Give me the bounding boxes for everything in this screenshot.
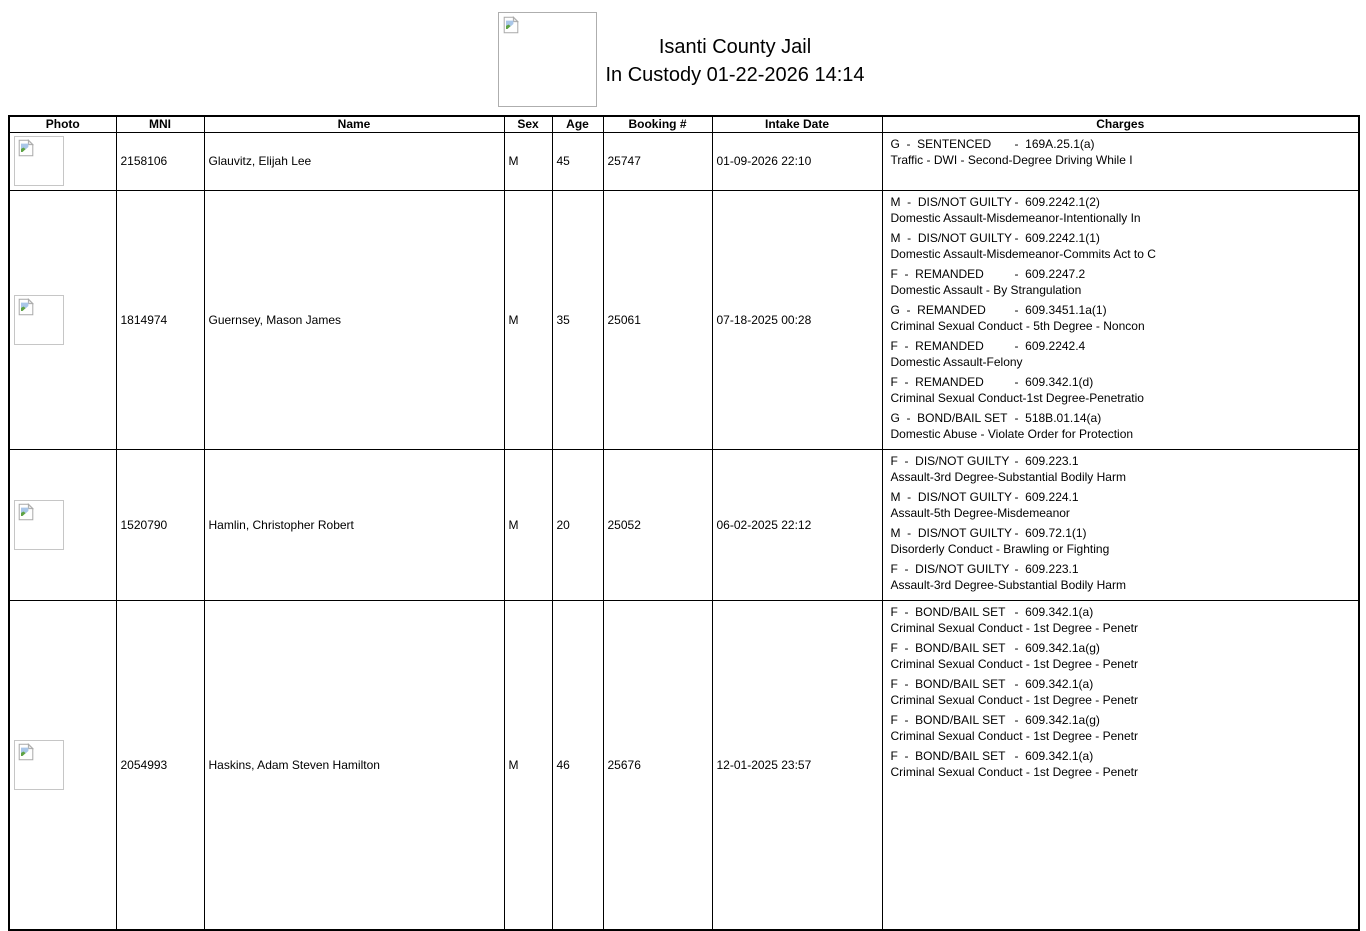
charge-item (891, 230, 1351, 262)
inmate-photo-placeholder (14, 740, 64, 790)
charge-description: Assault-3rd Degree-Substantial Bodily Harm (890, 469, 1126, 484)
charge-statute: - 609.342.1(a) (1014, 748, 1094, 763)
inmate-row (9, 600, 1359, 930)
charge-severity-status: F - REMANDED (890, 374, 984, 389)
charge-description: Domestic Assault-Felony (890, 354, 1023, 369)
charges-cell (882, 190, 1359, 449)
inmate-sex: M (504, 600, 552, 930)
charge-severity-status: G - SENTENCED (890, 136, 992, 151)
charge-severity-status: G - REMANDED (890, 302, 986, 317)
column-header-age: Age (552, 116, 603, 132)
charge-severity-status: F - DIS/NOT GUILTY (890, 453, 1010, 468)
charge-description: Traffic - DWI - Second-Degree Driving While I (890, 152, 1133, 167)
inmate-row (9, 449, 1359, 600)
charge-statute: - 609.342.1a(g) (1014, 640, 1100, 655)
column-header-intake-date: Intake Date (712, 116, 882, 132)
charge-item (891, 302, 1351, 334)
inmate-photo-cell (9, 132, 116, 190)
charge-description: Assault-5th Degree-Misdemeanor (890, 505, 1070, 520)
charge-description: Criminal Sexual Conduct - 1st Degree - Penetr (890, 764, 1138, 779)
inmate-mni: 1814974 (116, 190, 204, 449)
report-title-block (605, 33, 864, 89)
intake-date: 06-02-2025 22:12 (712, 449, 882, 600)
charge-statute: - 518B.01.14(a) (1014, 410, 1102, 425)
table-header-row (9, 116, 1359, 132)
agency-logo-placeholder (498, 12, 597, 107)
report-title: Isanti County Jail (658, 36, 812, 58)
broken-image-icon (17, 503, 35, 521)
charge-statute: - 609.3451.1a(1) (1014, 302, 1107, 317)
charge-statute: - 609.342.1a(g) (1014, 712, 1100, 727)
charge-statute: - 609.342.1(d) (1014, 374, 1094, 389)
inmate-row (9, 132, 1359, 190)
inmate-sex: M (504, 132, 552, 190)
charge-description: Domestic Assault-Misdemeanor-Intentionally In (890, 210, 1141, 225)
charge-item (891, 604, 1351, 636)
charge-severity-status: F - BOND/BAIL SET (890, 640, 1006, 655)
booking-number: 25676 (603, 600, 712, 930)
charge-item (891, 676, 1351, 708)
inmate-sex: M (504, 449, 552, 600)
booking-number: 25061 (603, 190, 712, 449)
charge-description: Criminal Sexual Conduct-1st Degree-Penetratio (890, 390, 1144, 405)
broken-image-icon (17, 139, 35, 157)
intake-date: 07-18-2025 00:28 (712, 190, 882, 449)
charge-item (891, 640, 1351, 672)
charge-severity-status: F - BOND/BAIL SET (890, 676, 1006, 691)
inmate-sex: M (504, 190, 552, 449)
inmate-age: 45 (552, 132, 603, 190)
column-header-charges: Charges (882, 116, 1359, 132)
charge-statute: - 169A.25.1(a) (1014, 136, 1095, 151)
in-custody-table (8, 115, 1360, 931)
charge-item (891, 525, 1351, 557)
inmate-photo-placeholder (14, 295, 64, 345)
charge-item (891, 489, 1351, 521)
intake-date: 12-01-2025 23:57 (712, 600, 882, 930)
report-header (0, 0, 1366, 115)
inmate-name: Glauvitz, Elijah Lee (204, 132, 504, 190)
charge-item (891, 453, 1351, 485)
inmate-mni: 1520790 (116, 449, 204, 600)
charge-statute: - 609.72.1(1) (1014, 525, 1087, 540)
charge-statute: - 609.2242.1(1) (1014, 230, 1100, 245)
inmate-photo-placeholder (14, 500, 64, 550)
charge-severity-status: G - BOND/BAIL SET (890, 410, 1008, 425)
charges-cell (882, 132, 1359, 190)
charge-statute: - 609.342.1(a) (1014, 604, 1094, 619)
charge-severity-status: F - REMANDED (890, 266, 984, 281)
broken-image-icon (502, 16, 520, 34)
charge-description: Criminal Sexual Conduct - 1st Degree - Penetr (890, 728, 1138, 743)
charge-severity-status: F - BOND/BAIL SET (890, 604, 1006, 619)
column-header-sex: Sex (504, 116, 552, 132)
charge-statute: - 609.2242.1(2) (1014, 194, 1100, 209)
column-header-photo: Photo (9, 116, 116, 132)
inmate-row (9, 190, 1359, 449)
charge-statute: - 609.342.1(a) (1014, 676, 1094, 691)
charge-severity-status: M - DIS/NOT GUILTY (890, 489, 1013, 504)
broken-image-icon (17, 298, 35, 316)
intake-date: 01-09-2026 22:10 (712, 132, 882, 190)
charge-severity-status: F - DIS/NOT GUILTY (890, 561, 1010, 576)
column-header-name: Name (204, 116, 504, 132)
charges-cell (882, 600, 1359, 930)
inmate-age: 46 (552, 600, 603, 930)
column-header-booking: Booking # (603, 116, 712, 132)
inmate-age: 20 (552, 449, 603, 600)
charge-item (891, 561, 1351, 593)
charges-cell (882, 449, 1359, 600)
charge-description: Domestic Assault - By Strangulation (890, 282, 1082, 297)
charge-item (891, 266, 1351, 298)
charge-description: Criminal Sexual Conduct - 5th Degree - Noncon (890, 318, 1145, 333)
charge-description: Assault-3rd Degree-Substantial Bodily Harm (890, 577, 1126, 592)
charge-item (891, 748, 1351, 780)
charge-statute: - 609.223.1 (1014, 453, 1079, 468)
inmate-mni: 2158106 (116, 132, 204, 190)
inmate-photo-cell (9, 449, 116, 600)
booking-number: 25052 (603, 449, 712, 600)
charge-item (891, 712, 1351, 744)
charge-description: Domestic Abuse - Violate Order for Protection (890, 426, 1134, 441)
inmate-age: 35 (552, 190, 603, 449)
inmate-photo-cell (9, 190, 116, 449)
charge-statute: - 609.224.1 (1014, 489, 1079, 504)
charge-description: Criminal Sexual Conduct - 1st Degree - Penetr (890, 620, 1138, 635)
charge-severity-status: F - REMANDED (890, 338, 984, 353)
charge-item (891, 136, 1351, 168)
charge-item (891, 338, 1351, 370)
inmate-mni: 2054993 (116, 600, 204, 930)
inmate-name: Guernsey, Mason James (204, 190, 504, 449)
broken-image-icon (17, 743, 35, 761)
report-subtitle: In Custody 01-22-2026 14:14 (605, 64, 865, 86)
charge-description: Criminal Sexual Conduct - 1st Degree - Penetr (890, 656, 1138, 671)
inmate-photo-cell (9, 600, 116, 930)
charge-severity-status: M - DIS/NOT GUILTY (890, 230, 1013, 245)
charge-severity-status: M - DIS/NOT GUILTY (890, 525, 1013, 540)
charge-severity-status: F - BOND/BAIL SET (890, 712, 1006, 727)
charge-item (891, 194, 1351, 226)
charge-severity-status: M - DIS/NOT GUILTY (890, 194, 1013, 209)
charge-severity-status: F - BOND/BAIL SET (890, 748, 1006, 763)
charge-statute: - 609.2247.2 (1014, 266, 1086, 281)
inmate-name: Hamlin, Christopher Robert (204, 449, 504, 600)
charge-item (891, 410, 1351, 442)
charge-description: Criminal Sexual Conduct - 1st Degree - Penetr (890, 692, 1138, 707)
charge-statute: - 609.2242.4 (1014, 338, 1086, 353)
charge-description: Domestic Assault-Misdemeanor-Commits Act to C (890, 246, 1156, 261)
inmate-name: Haskins, Adam Steven Hamilton (204, 600, 504, 930)
charge-item (891, 374, 1351, 406)
charge-statute: - 609.223.1 (1014, 561, 1079, 576)
booking-number: 25747 (603, 132, 712, 190)
charge-description: Disorderly Conduct - Brawling or Fighting (890, 541, 1110, 556)
inmate-photo-placeholder (14, 136, 64, 186)
column-header-mni: MNI (116, 116, 204, 132)
